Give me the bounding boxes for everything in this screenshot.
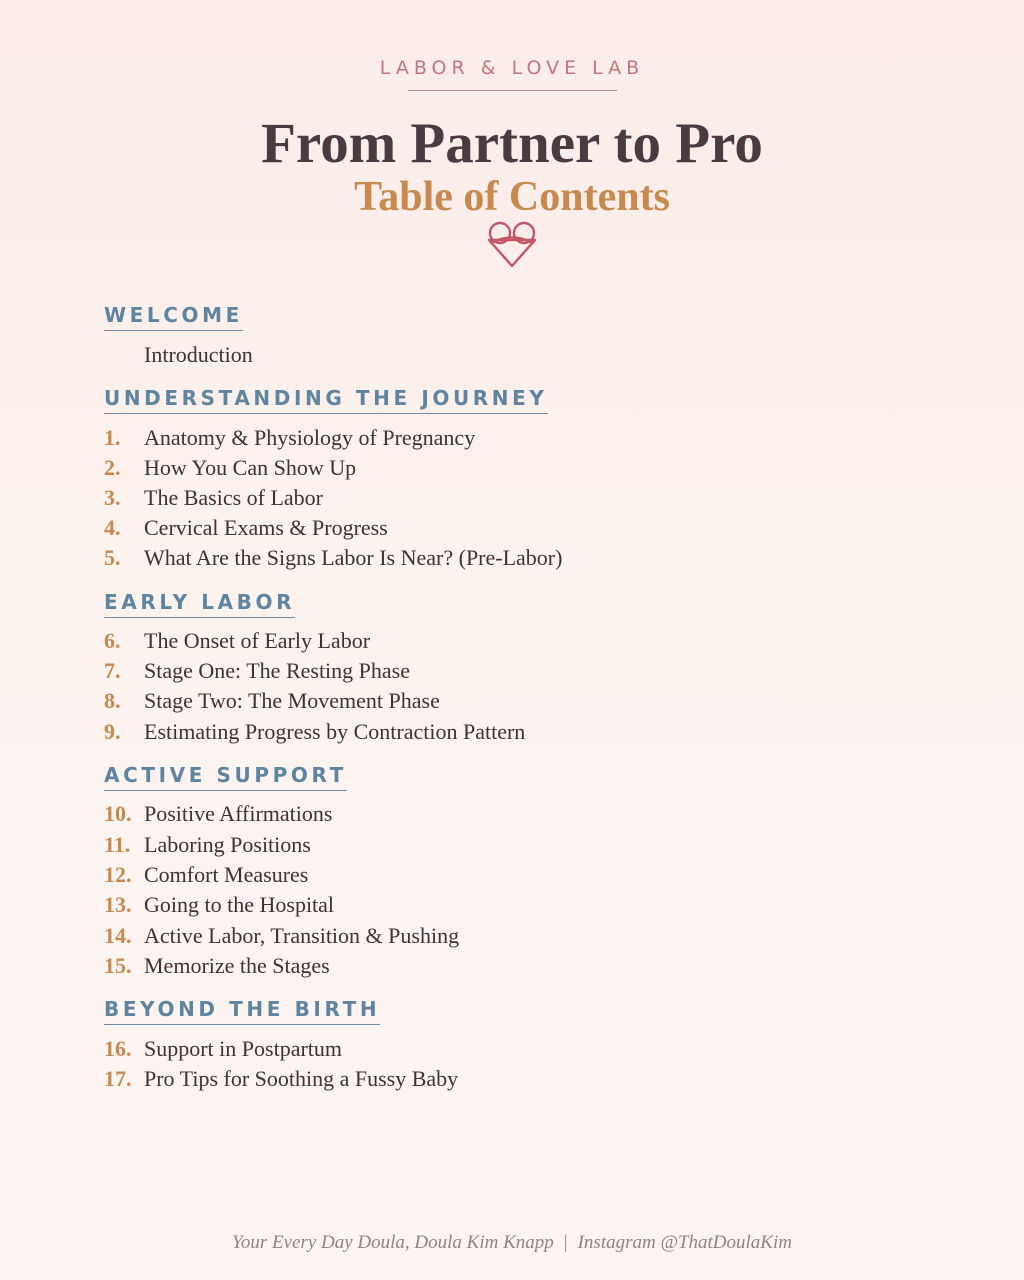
toc-entry-label: Going to the Hospital — [144, 892, 335, 917]
toc-entry[interactable] — [104, 626, 370, 656]
toc-entry-number: 12. — [104, 862, 132, 887]
page-title: From Partner to Pro — [261, 112, 763, 175]
toc-entry-number: 8. — [104, 688, 121, 713]
heart-icon — [485, 220, 539, 270]
toc-entry[interactable] — [104, 686, 440, 716]
toc-entry-label: How You Can Show Up — [144, 455, 357, 480]
footer-author: Your Every Day Doula, Doula Kim Knapp — [232, 1232, 554, 1253]
toc-entry[interactable] — [104, 543, 562, 573]
toc-entry-label: Stage One: The Resting Phase — [144, 658, 410, 683]
toc-entry-label: Introduction — [144, 342, 253, 367]
toc-entry[interactable] — [104, 423, 475, 453]
section-heading-early-labor: EARLY LABOR — [104, 589, 295, 618]
toc-entry-label: Estimating Progress by Contraction Pattern — [144, 719, 526, 744]
toc-entry-number: 7. — [104, 658, 121, 683]
toc-entry-number: 17. — [104, 1066, 132, 1091]
toc-entry[interactable] — [104, 860, 308, 890]
toc-entry-number: 2. — [104, 455, 121, 480]
toc-entry[interactable] — [104, 656, 410, 686]
toc-entry-number: 5. — [104, 545, 121, 570]
page-subtitle: Table of Contents — [354, 174, 670, 220]
toc-entry[interactable] — [104, 799, 332, 829]
toc-entry-label: Laboring Positions — [144, 832, 311, 857]
toc-entry-number: 4. — [104, 515, 121, 540]
toc-entry-label: Active Labor, Transition & Pushing — [144, 923, 460, 948]
footer-separator: | — [563, 1232, 568, 1253]
toc-entry[interactable] — [104, 890, 334, 920]
toc-entry-label: Positive Affirmations — [144, 801, 333, 826]
toc-entry-number: 15. — [104, 953, 132, 978]
toc-entry-label: Comfort Measures — [144, 862, 309, 887]
toc-entry-label: The Basics of Labor — [144, 485, 323, 510]
toc-entry[interactable] — [104, 921, 459, 951]
toc-entry[interactable] — [104, 453, 356, 483]
brand-divider — [408, 90, 617, 91]
toc-entry-number: 11. — [104, 832, 131, 857]
toc-entry-label: Memorize the Stages — [144, 953, 330, 978]
toc-entry-label: Support in Postpartum — [144, 1036, 343, 1061]
toc-entry-number: 9. — [104, 719, 121, 744]
toc-entry-label: The Onset of Early Labor — [144, 628, 371, 653]
toc-entry-label: Cervical Exams & Progress — [144, 515, 388, 540]
toc-entry-label: What Are the Signs Labor Is Near? (Pre-Labor) — [144, 545, 563, 570]
toc-entry[interactable] — [104, 513, 388, 543]
toc-entry[interactable] — [104, 483, 323, 513]
section-heading-welcome: WELCOME — [104, 302, 243, 331]
toc-entry-number: 10. — [104, 801, 132, 826]
toc-entry[interactable] — [104, 951, 330, 981]
toc-entry-number: 1. — [104, 425, 121, 450]
footer-social-handle[interactable]: Instagram @ThatDoulaKim — [577, 1232, 792, 1253]
toc-entry[interactable] — [104, 1034, 342, 1064]
section-heading-active-support: ACTIVE SUPPORT — [104, 762, 347, 791]
toc-entry-label: Stage Two: The Movement Phase — [144, 688, 440, 713]
toc-entry-label: Anatomy & Physiology of Pregnancy — [144, 425, 476, 450]
toc-entry-introduction[interactable] — [104, 340, 253, 370]
section-heading-beyond-the-birth: BEYOND THE BIRTH — [104, 996, 380, 1025]
toc-entry-label: Pro Tips for Soothing a Fussy Baby — [144, 1066, 459, 1091]
toc-entry[interactable] — [104, 717, 525, 747]
section-heading-understanding-the-journey: UNDERSTANDING THE JOURNEY — [104, 385, 548, 414]
toc-entry-number: 3. — [104, 485, 121, 510]
toc-entry[interactable] — [104, 1064, 458, 1094]
toc-entry-number: 6. — [104, 628, 121, 653]
footer-credits — [0, 1230, 1024, 1256]
brand-name: LABOR & LOVE LAB — [379, 57, 645, 79]
toc-entry-number: 14. — [104, 923, 132, 948]
toc-entry[interactable] — [104, 830, 311, 860]
toc-entry-number: 13. — [104, 892, 132, 917]
toc-entry-number: 16. — [104, 1036, 132, 1061]
